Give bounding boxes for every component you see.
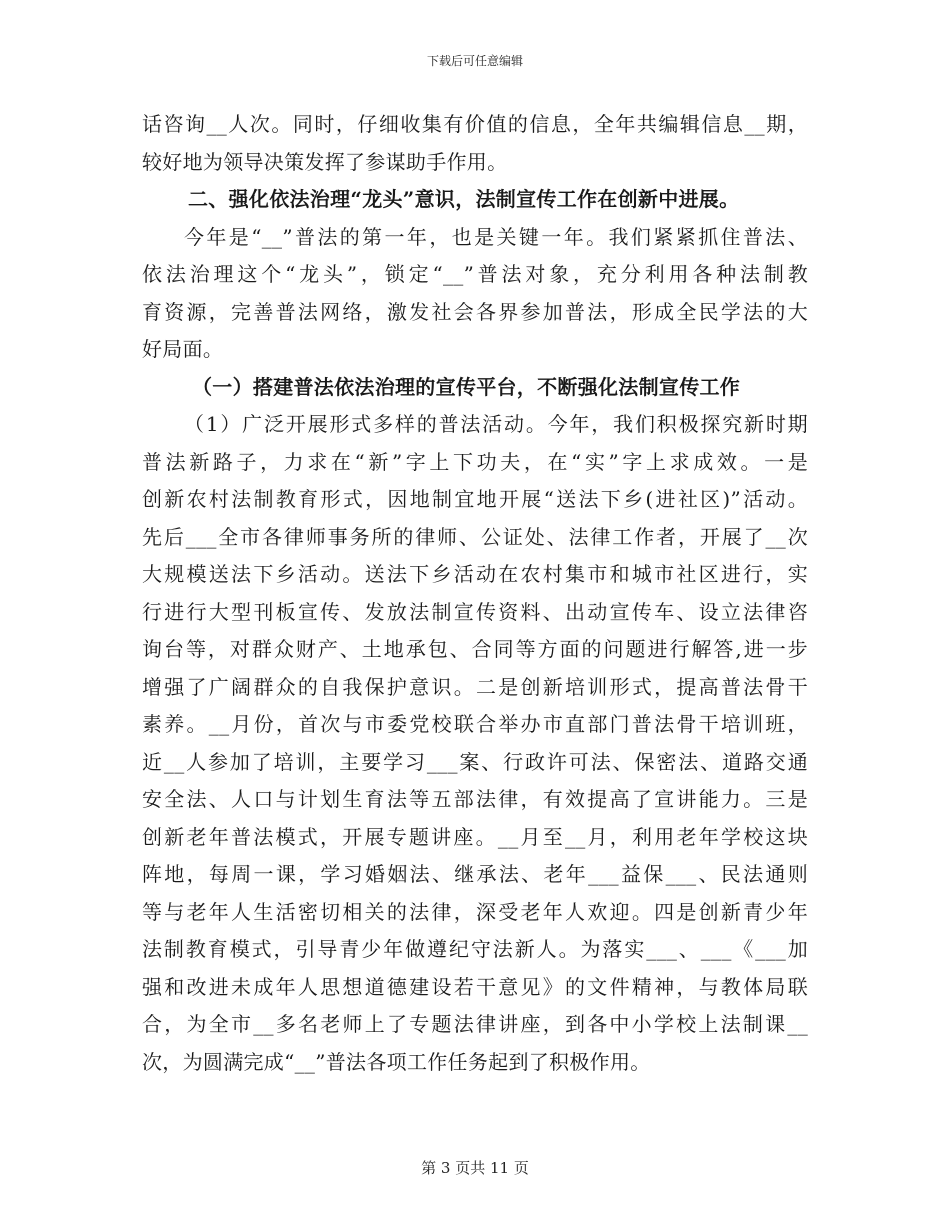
paragraph-line: 阵地，每周一课，学习婚姻法、继承法、老年___益保___、民法通则 (142, 862, 808, 886)
paragraph-line: 安全法、人口与计划生育法等五部法律，有效提高了宣讲能力。三是 (142, 787, 808, 811)
document-body (142, 106, 808, 1081)
page-header: 下载后可任意编辑 (426, 54, 523, 68)
paragraph-line: 依法治理这个“龙头”，锁定“__”普法对象，充分利用各种法制教 (142, 262, 808, 286)
paragraph-line: 较好地为领导决策发挥了参谋助手作用。 (142, 149, 508, 174)
paragraph-line: 先后___全市各律师事务所的律师、公证处、法律工作者，开展了__次 (142, 524, 808, 549)
paragraph-line: 增强了广阔群众的自我保护意识。二是创新培训形式，提高普法骨干 (142, 674, 808, 699)
paragraph-line: 普法新路子，力求在“新”字上下功夫，在“实”字上求成效。一是 (142, 449, 808, 474)
paragraph-line: 法制教育模式，引导青少年做遵纪守法新人。为落实___、___《___加 (142, 937, 808, 961)
paragraph-line: 创新农村法制教育形式，因地制宜地开展“送法下乡(进社区)”活动。 (142, 487, 808, 511)
paragraph-line: 育资源，完善普法网络，激发社会各界参加普法，形成全民学法的大 (142, 299, 808, 324)
paragraph-line: 素养。__月份，首次与市委党校联合举办市直部门普法骨干培训班， (142, 712, 808, 736)
section-heading: 二、强化依法治理“龙头”意识，法制宣传工作在创新中进展。 (188, 187, 740, 211)
paragraph-line: （1）广泛开展形式多样的普法活动。今年，我们积极探究新时期 (184, 412, 808, 436)
paragraph-line: 合，为全市__多名老师上了专题法律讲座，到各中小学校上法制课__ (142, 1012, 808, 1036)
paragraph-line: 次，为圆满完成“__”普法各项工作任务起到了积极作用。 (142, 1049, 651, 1074)
paragraph-line: 询台等，对群众财产、土地承包、合同等方面的问题进行解答,进一步 (142, 637, 808, 661)
paragraph-line: 创新老年普法模式，开展专题讲座。__月至__月，利用老年学校这块 (142, 824, 808, 849)
paragraph-line: 好局面。 (142, 337, 224, 361)
subsection-heading: （一）搭建普法依法治理的宣传平台，不断强化法制宣传工作 (192, 374, 741, 399)
paragraph-line: 话咨询__人次。同时，仔细收集有价值的信息，全年共编辑信息__期， (142, 112, 808, 136)
paragraph-line: 近__人参加了培训，主要学习___案、行政许可法、保密法、道路交通 (142, 749, 808, 774)
paragraph-line: 等与老年人生活密切相关的法律，深受老年人欢迎。四是创新青少年 (142, 899, 808, 924)
paragraph-line: 今年是“__”普法的第一年，也是关键一年。我们紧紧抓住普法、 (184, 224, 808, 249)
paragraph-line: 强和改进未成年人思想道德建设若干意见》的文件精神，与教体局联 (142, 974, 808, 999)
page-footer: 第 3 页共 11 页 (421, 1159, 529, 1177)
paragraph-line: 大规模送法下乡活动。送法下乡活动在农村集市和城市社区进行，实 (142, 562, 808, 586)
paragraph-line: 行进行大型刊板宣传、发放法制宣传资料、出动宣传车、设立法律咨 (142, 599, 808, 624)
